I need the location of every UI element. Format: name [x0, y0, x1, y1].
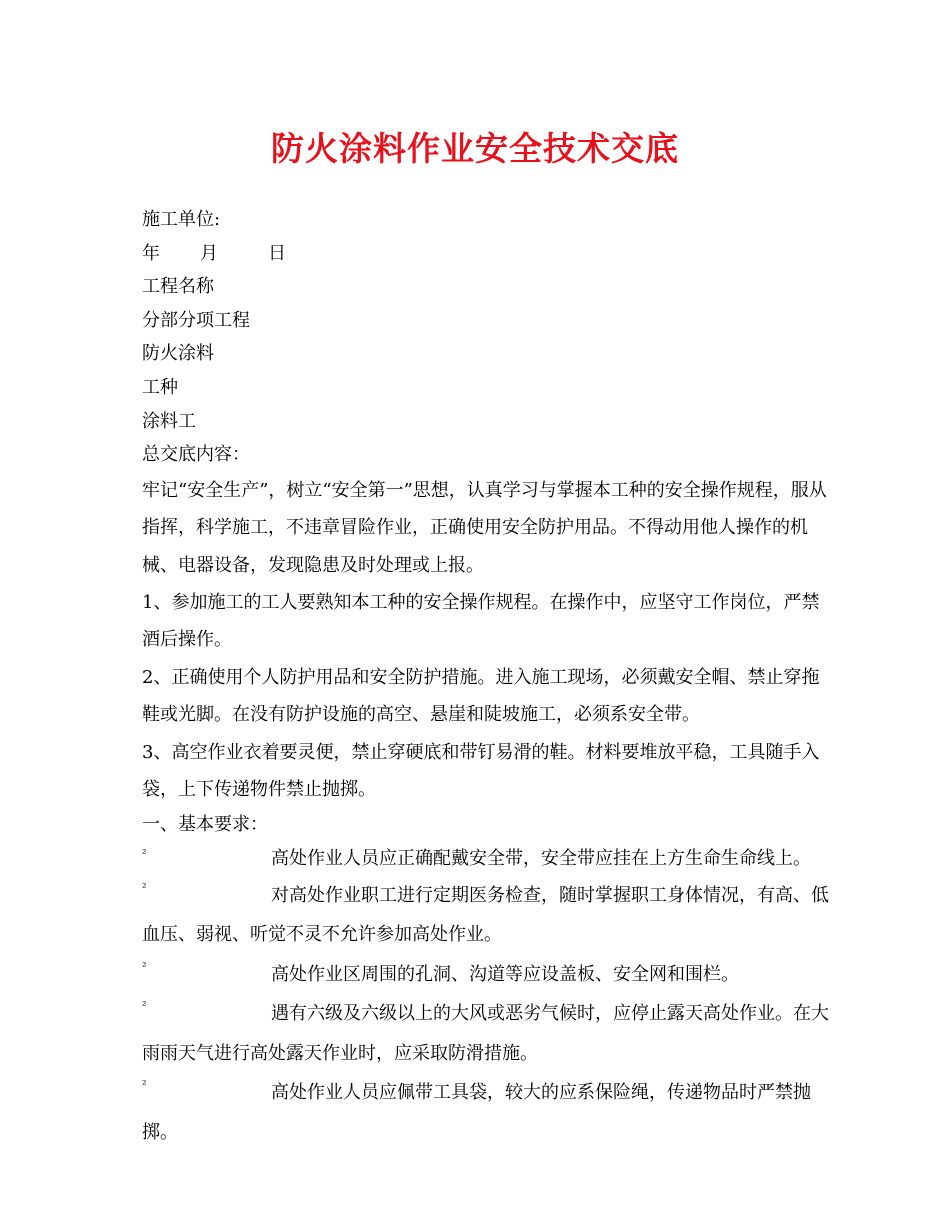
project-name-label: 工程名称	[142, 276, 214, 298]
date-line	[142, 237, 832, 271]
construction-unit-label: 施工单位:	[142, 209, 221, 230]
bullet-text: 遇有六级及六级以上的大风或恶劣气候时，应停止露天高处作业。在大雨雨天气进行高处露天作业时，应采取防滑措施。	[142, 1003, 829, 1064]
section-1-heading: 一、基本要求：	[142, 814, 268, 836]
item-2-paragraph: 2、正确使用个人防护用品和安全防护措施。进入施工现场，必须戴安全帽、禁止穿拖鞋或光脚。在没有防护设施的高空、悬崖和陡坡施工，必须系安全带。	[142, 666, 820, 726]
document-body	[142, 203, 832, 1152]
year-label: 年	[142, 242, 160, 264]
item-3-paragraph: 3、高空作业衣着要灵便，禁止穿硬底和带钉易滑的鞋。材料要堆放平稳，工具随手入袋，上下传递物件禁止抛掷。	[142, 741, 820, 800]
intro-paragraph: 牢记“安全生产”，树立“安全第一”思想，认真学习与掌握本工种的安全操作规程，服从指挥，科学施工，不违章冒险作业，正确使用安全防护用品。不得动用他人操作的机械、电器设备，发现隐患及时处理或上报。	[142, 479, 827, 576]
sub-project-value: 防火涂料	[142, 343, 214, 365]
bullet-item-2	[142, 876, 832, 955]
bullet-text: 高处作业区周围的孔洞、沟道等应设盖板、安全网和围栏。	[271, 963, 739, 985]
work-type-label: 工种	[142, 376, 178, 398]
month-label: 月	[200, 242, 218, 264]
document-title: 防火涂料作业安全技术交底	[271, 129, 679, 168]
summary-label: 总交底内容：	[142, 444, 250, 466]
bullet-item-3	[142, 955, 832, 995]
bullet-mark: ²	[142, 1078, 147, 1092]
bullet-mark: ²	[142, 959, 147, 973]
bullet-item-1	[142, 842, 832, 876]
bullet-mark: ²	[142, 880, 147, 894]
day-label: 日	[268, 242, 286, 264]
bullet-text: 对高处作业职工进行定期医务检查，随时掌握职工身体情况，有高、低血压、弱视、听觉不灵不允许参加高处作业。	[142, 884, 829, 946]
bullet-mark: ²	[142, 847, 147, 860]
bullet-text: 高处作业人员应正确配戴安全带，安全带应挂在上方生命生命线上。	[271, 848, 811, 869]
bullet-text: 高处作业人员应佩带工具袋，较大的应系保险绳，传递物品时严禁抛掷。	[142, 1082, 811, 1143]
sub-project-label: 分部分项工程	[142, 309, 250, 331]
item-1-paragraph: 1、参加施工的工人要熟知本工种的安全操作规程。在操作中，应坚守工作岗位，严禁酒后操作。	[142, 591, 820, 651]
bullet-item-4	[142, 994, 832, 1073]
work-type-value: 涂料工	[142, 410, 196, 432]
bullet-mark: ²	[142, 999, 147, 1013]
bullet-item-5	[142, 1073, 832, 1152]
